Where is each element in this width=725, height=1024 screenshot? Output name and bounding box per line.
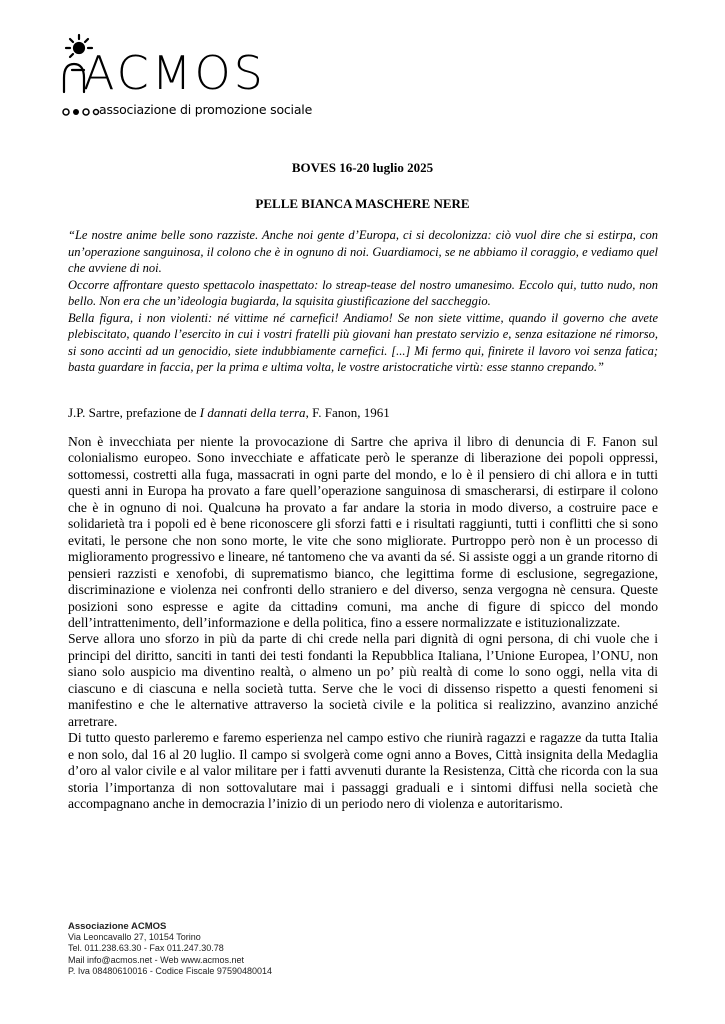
footer-contacts — [68, 921, 272, 977]
quote-paragraph: Occorre affrontare questo spettacolo inaspettato: lo streap-tease del nostro umanesimo. Eccolo qui, tutto nudo, non bello. Non era che un’ideologia bugiarda, la squisita giustificazione del saccheggio. — [68, 277, 658, 308]
footer-address: Via Leoncavallo 27, 10154 Torino — [68, 932, 201, 943]
citation-source: , F. Fanon, 1961 — [305, 405, 390, 420]
body-paragraph: Serve allora uno sforzo in più da parte di chi crede nella pari dignità di ogni persona, di chi vuole che i principi del diritto, sanciti in tanti dei testi fondanti la Repubblica Italiana, l’Unione Europea, l’ONU, non siano solo auspicio ma diventino realtà, o almeno un po’ più realtà di come lo sono oggi, nella vita di ciascuno e di ciascuna e nella società tutta. Serve che le voci di dissenso rispetto a questi fenomeni si manifestino e che le alternative attraverso la società civile e la politica si realizzino, avanzino anziché arretrare. — [68, 631, 658, 729]
logo-tagline: associazione di promozione sociale — [99, 102, 313, 117]
footer-tax: P. Iva 08480610016 - Codice Fiscale 97590480014 — [68, 965, 272, 976]
body-text — [68, 434, 658, 812]
footer-org-name: Associazione ACMOS — [68, 921, 167, 932]
event-title: BOVES 16-20 luglio 2025 — [291, 160, 434, 175]
quote-citation — [68, 405, 390, 421]
quote-paragraph: Bella figura, i non violenti: né vittime né carnefici! Andiamo! Se non siete vittime, quando il governo che avete plebiscitato, quando l’esercito in cui i vostri fratelli più giovani han prestato servizio e, senza esitazione né rimorso, si sono accinti ad un genocidio, siete indubbiamente carnefici. [...] Mi fermo qui, finirete il lavoro voi senza fatica; basta guardare in faccia, per la prima e ultima volta, le vostre aristocratiche virtù: esse stanno crepando.” — [68, 310, 658, 374]
footer-web: Mail info@acmos.net - Web www.acmos.net — [68, 954, 245, 965]
logo-wordmark: ACMOS — [83, 46, 266, 100]
quote-paragraph: “Le nostre anime belle sono razziste. Anche noi gente d’Europa, ci si decolonizza: ciò vuol dire che si estirpa, con un’operazione sanguinosa, il colono che è in ognuno di noi. Guardiamoci, se ne abbiamo il coraggio, e vediamo quel che avviene di noi. — [68, 228, 658, 275]
body-paragraph: Di tutto questo parleremo e faremo esperienza nel campo estivo che riunirà ragazzi e ragazze da tutta Italia e non solo, dal 16 al 20 luglio. Il campo si svolgerà come ogni anno a Boves, Città insignita della Medaglia d’oro al valor civile e al valor militare per i fatti avvenuti durante la Resistenza, Città che ricorda con la sua storia l’importanza di non sottovalutare mai i passaggi graduali e i sintomi diffusi nella società che accompagnano anche in democrazia l’inizio di un periodo nero di violenza e autoritarismo. — [68, 730, 658, 811]
acmos-logo — [58, 30, 313, 125]
footer-phone: Tel. 011.238.63.30 - Fax 011.247.30.78 — [68, 943, 224, 954]
sartre-quote — [68, 227, 658, 376]
document-title: PELLE BIANCA MASCHERE NERE — [255, 196, 470, 211]
citation-author: J.P. Sartre, prefazione de — [68, 405, 200, 420]
citation-book-title: I dannati della terra — [199, 405, 306, 420]
body-paragraph: Non è invecchiata per niente la provocazione di Sartre che apriva il libro di denuncia di F. Fanon sul colonialismo europeo. Sono invecchiate e affaticate però le speranze di liberazione dei popoli oppressi, sottomessi, costretti alla fuga, massacrati in ogni parte del mondo, e lo è il pensiero di chi allora e in tutti questi anni in Europa ha provato a fare quell’operazione sanguinosa di smascherarsi, di estirpare il colono che è in ognuno di noi. Qualcunə ha provato a far andare la storia in modo diverso, a costruire pace e solidarietà tra i popoli ed è bene riconoscere gli sforzi fatti e i risultati raggiunti, tutti i conflitti che si sono evitati, le persone che non sono morte, le vite che sono migliorate. Purtroppo però non è un processo di miglioramento progressivo e lineare, né tantomeno che va avanti da sé. Si assiste oggi a un grande ritorno di pensieri razzisti e xenofobi, di suprematismo bianco, che legittima forme di esclusione, segregazione, discriminazione e violenza nei confronti dello straniero e del diverso, senza vergogna nè censura. Queste posizioni sono espresse e agite da cittadinɘ comuni, ma anche di figure di spicco del mondo dell’intrattenimento, dell’informazione e della politica, fino a essere normalizzate e istituzionalizzate. — [68, 434, 658, 630]
